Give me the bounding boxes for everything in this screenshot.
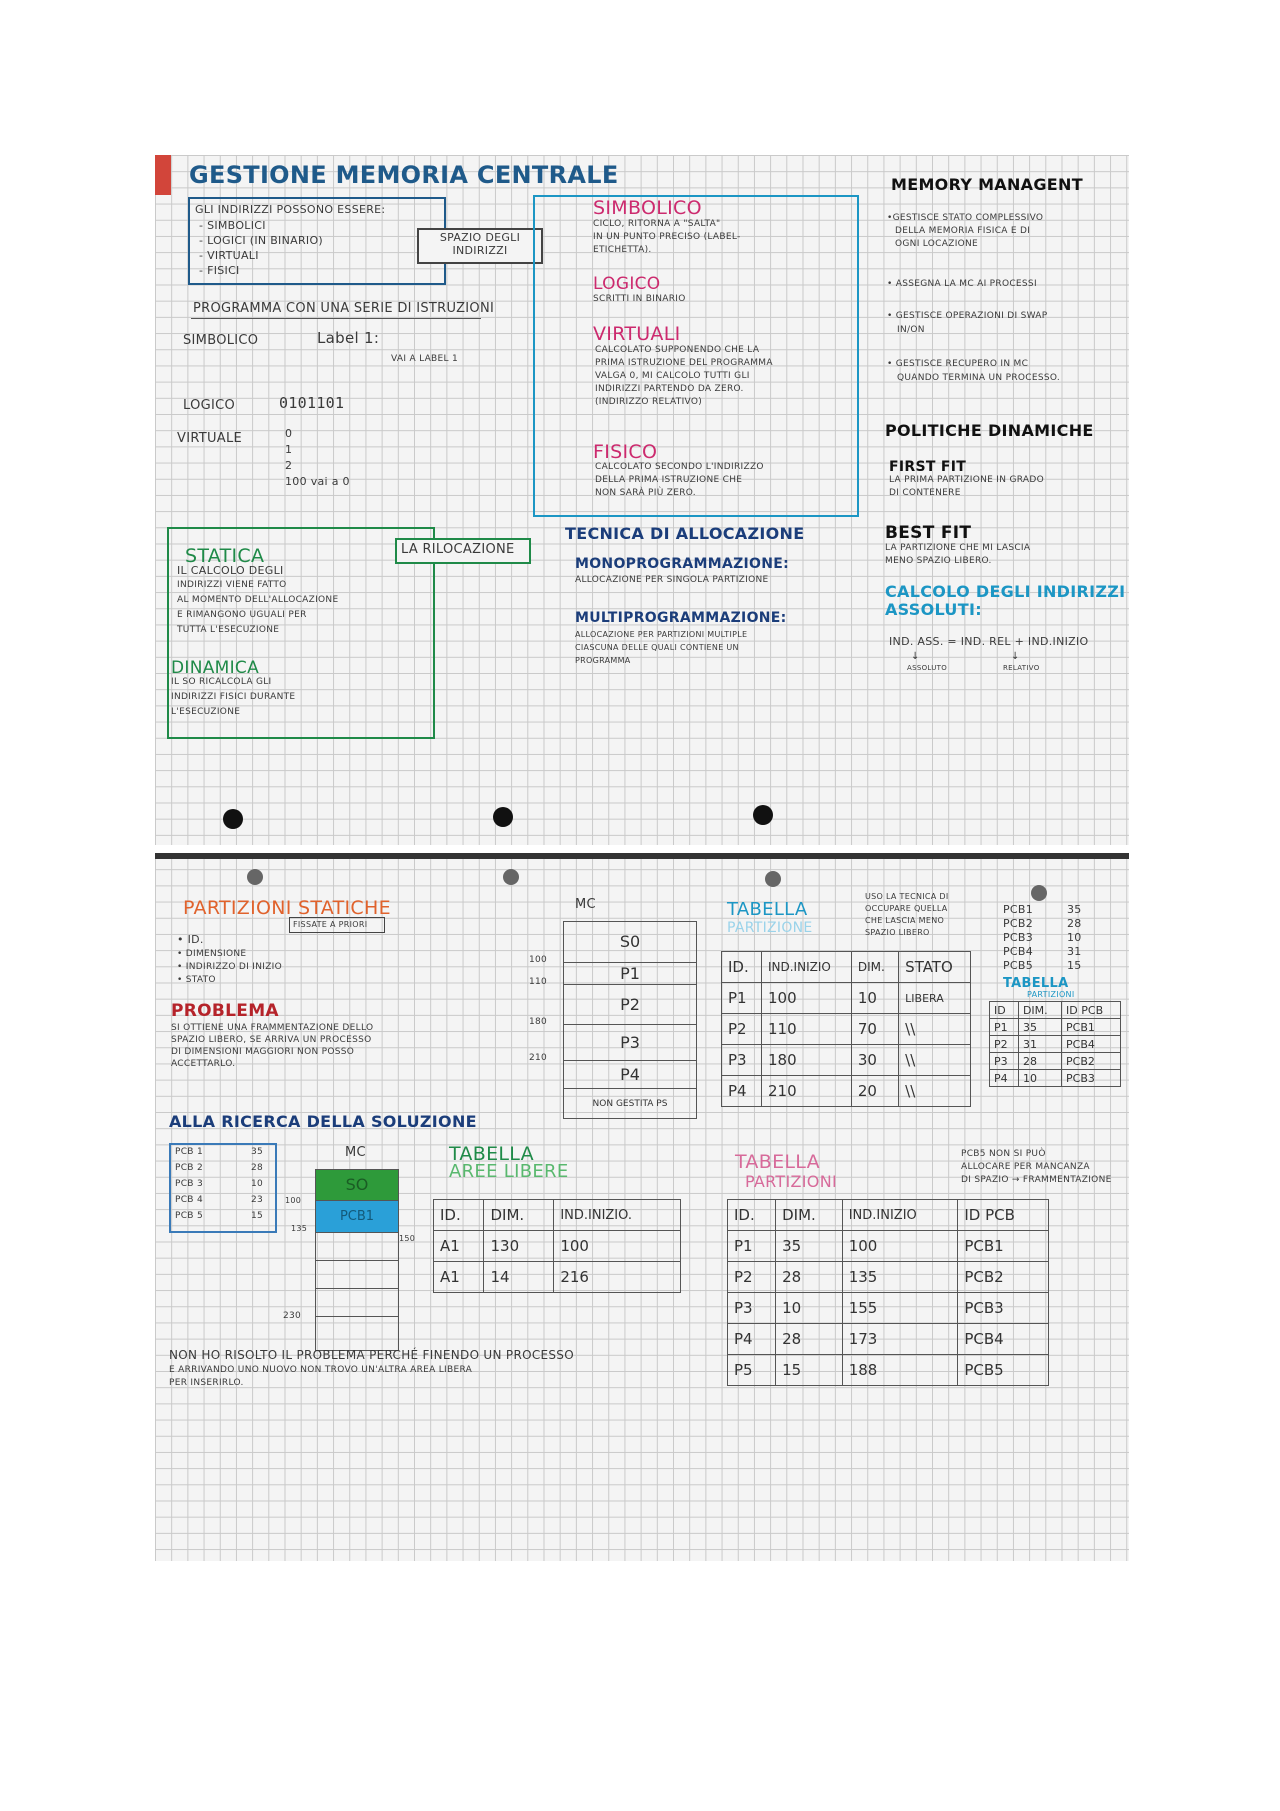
conclusione-text: PER INSERIRLO. [169, 1378, 244, 1388]
table-row [990, 1036, 1121, 1053]
tabella-aree-libere [433, 1199, 681, 1293]
table-header: ID PCB [958, 1200, 1049, 1231]
mm-item: • GESTISCE OPERAZIONI DI SWAP [887, 311, 1048, 321]
table-cell: PCB3 [958, 1293, 1049, 1324]
best-fit-title: BEST FIT [885, 523, 972, 543]
table-row [728, 1231, 1049, 1262]
table-row [728, 1324, 1049, 1355]
table-cell: 100 [842, 1231, 958, 1262]
example-simbolico: SIMBOLICO [183, 333, 259, 348]
table-cell: P4 [990, 1070, 1019, 1087]
page-edge-mark [155, 155, 171, 195]
def-title-fisico: FISICO [593, 441, 658, 463]
table-row [722, 983, 971, 1014]
example-virtuale: VIRTUALE [177, 431, 243, 446]
pcb-name: PCB 5 [175, 1211, 203, 1221]
notebook-page-top [155, 155, 1129, 845]
table-row [434, 1231, 681, 1262]
table-cell: P1 [722, 983, 762, 1014]
ts-subtitle: PARTIZIONI [1027, 990, 1075, 999]
mm-item: QUANDO TERMINA UN PROCESSO. [897, 373, 1061, 383]
first-fit-text: LA PRIMA PARTIZIONE IN GRADO [889, 475, 1044, 485]
partizioni-attr: • DIMENSIONE [177, 949, 247, 959]
table-header: STATO [899, 952, 971, 983]
mc1-addr: 110 [529, 977, 548, 987]
mc1-memory [563, 921, 697, 1119]
mc1-addr: 100 [529, 955, 548, 965]
problema-text: SPAZIO LIBERO, SE ARRIVA UN PROCESSO [171, 1035, 372, 1045]
table-row [722, 1014, 971, 1045]
mem-cell: P1 [564, 962, 696, 984]
table-cell: PCB4 [958, 1324, 1049, 1355]
punch-hole [503, 869, 519, 885]
tp1-note: OCCUPARE QUELLA [865, 904, 948, 913]
table-cell: 20 [851, 1076, 898, 1107]
table-cell: 70 [851, 1014, 898, 1045]
mem-cell-so: SO [316, 1170, 398, 1200]
statica-text: TUTTA L'ESECUZIONE [177, 625, 280, 635]
mc1-addr: 210 [529, 1053, 548, 1063]
example-virtuale-value: 2 [285, 459, 293, 472]
def-text: ETICHETTA). [593, 245, 652, 255]
tabella-partizioni-1 [721, 951, 971, 1107]
first-fit-text: DI CONTENERE [889, 488, 961, 498]
table-cell: P2 [728, 1262, 776, 1293]
table-header: DIM. [776, 1200, 843, 1231]
partizioni-fixed: FISSATE A PRIORI [293, 920, 368, 929]
mem-cell: P4 [564, 1060, 696, 1088]
table-cell: LIBERA [899, 983, 971, 1014]
mem-cell: NON GESTITA PS [564, 1088, 696, 1118]
def-text: NON SARÀ PIÙ ZERO. [595, 488, 696, 498]
def-text: (INDIRIZZO RELATIVO) [595, 397, 703, 407]
formula-assoluto: ASSOLUTO [907, 664, 948, 672]
problema-text: ACCETTARLO. [171, 1059, 236, 1069]
table-header: ID. [722, 952, 762, 983]
pcb-name: PCB2 [1003, 917, 1034, 930]
pcb-name: PCB3 [1003, 931, 1034, 944]
punch-hole [765, 871, 781, 887]
example-virtuale-value: 0 [285, 427, 293, 440]
table-row [722, 1076, 971, 1107]
memory-manager-title: MEMORY MANAGENT [891, 175, 1083, 194]
table-cell: 10 [1018, 1070, 1061, 1087]
statica-text: AL MOMENTO DELL'ALLOCAZIONE [177, 595, 339, 605]
mc2-addr: 135 [291, 1224, 308, 1233]
partizioni-title: PARTIZIONI STATICHE [183, 897, 391, 919]
partizioni-attr: • STATO [177, 975, 216, 985]
page-title: GESTIONE MEMORIA CENTRALE [189, 161, 619, 189]
example-virtuale-value: 1 [285, 443, 293, 456]
address-intro: GLI INDIRIZZI POSSONO ESSERE: [195, 203, 386, 216]
table-cell: P1 [728, 1231, 776, 1262]
mem-cell: P3 [564, 1024, 696, 1060]
formula-relativo: RELATIVO [1003, 664, 1040, 672]
table-row [728, 1355, 1049, 1386]
table-cell: 10 [851, 983, 898, 1014]
mem-cell [316, 1288, 398, 1316]
table-header: ID. [728, 1200, 776, 1231]
tp1-note: SPAZIO LIBERO [865, 928, 930, 937]
address-type: - VIRTUALI [199, 249, 259, 262]
pcb-name: PCB 3 [175, 1179, 203, 1189]
calc-title: ASSOLUTI: [885, 600, 982, 619]
pcb-size: 10 [1067, 931, 1082, 944]
example-logico: LOGICO [183, 398, 236, 413]
table-cell: 28 [776, 1262, 843, 1293]
dinamica-text: INDIRIZZI FISICI DURANTE [171, 692, 296, 702]
table-header: DIM. [484, 1200, 554, 1231]
table-cell: 28 [776, 1324, 843, 1355]
table-cell: A1 [434, 1262, 484, 1293]
mem-cell [316, 1260, 398, 1288]
table-cell: P3 [722, 1045, 762, 1076]
pcb-size: 28 [251, 1163, 264, 1173]
table-header: IND.INIZIO. [554, 1200, 681, 1231]
mm-item: •GESTISCE STATO COMPLESSIVO [887, 213, 1044, 223]
mm-item: • ASSEGNA LA MC AI PROCESSI [887, 279, 1037, 289]
first-fit-title: FIRST FIT [889, 459, 967, 475]
partizioni-attr: • ID. [177, 933, 204, 946]
mc2-addr: 230 [283, 1311, 302, 1321]
table-row [990, 1053, 1121, 1070]
table-cell: PCB3 [1062, 1070, 1121, 1087]
table-cell: \\ [899, 1076, 971, 1107]
tp1-subtitle: PARTIZIONE [727, 920, 813, 936]
dinamica-title: DINAMICA [171, 658, 260, 678]
pcb-size: 28 [1067, 917, 1082, 930]
table-cell: 100 [554, 1231, 681, 1262]
def-text: CALCOLATO SECONDO L'INDIRIZZO [595, 462, 764, 472]
mem-cell [316, 1232, 398, 1260]
def-title-virtuali: VIRTUALI [593, 323, 681, 345]
pcb-name: PCB5 [1003, 959, 1034, 972]
multi-title: MULTIPROGRAMMAZIONE: [575, 610, 787, 626]
table-cell: 188 [842, 1355, 958, 1386]
address-type: - LOGICI (IN BINARIO) [199, 234, 323, 247]
def-text: CALCOLATO SUPPONENDO CHE LA [595, 345, 760, 355]
table-row [990, 1070, 1121, 1087]
table-cell: 14 [484, 1262, 554, 1293]
pcb-size: 31 [1067, 945, 1082, 958]
table-cell: P2 [722, 1014, 762, 1045]
def-text: DELLA PRIMA ISTRUZIONE CHE [595, 475, 743, 485]
table-header: ID PCB [1062, 1002, 1121, 1019]
statica-text: IL CALCOLO DEGLI [177, 564, 284, 577]
arrow-down-icon: ↓ [1011, 651, 1020, 662]
def-title-logico: LOGICO [593, 274, 661, 294]
table-cell: P4 [722, 1076, 762, 1107]
best-fit-text: MENO SPAZIO LIBERO. [885, 556, 992, 566]
pcb-name: PCB 2 [175, 1163, 203, 1173]
punch-hole [753, 805, 773, 825]
table-cell: P2 [990, 1036, 1019, 1053]
def-text: IN UN PUNTO PRECISO (LABEL- [593, 232, 741, 242]
ts-title: TABELLA [1003, 976, 1069, 991]
table-cell: \\ [899, 1045, 971, 1076]
multi-text: ALLOCAZIONE PER PARTIZIONI MULTIPLE [575, 630, 748, 639]
punch-hole [247, 869, 263, 885]
mc2-label: MC [345, 1145, 366, 1160]
pcb-size: 23 [251, 1195, 264, 1205]
table-cell: PCB2 [1062, 1053, 1121, 1070]
mm-item: • GESTISCE RECUPERO IN MC [887, 359, 1029, 369]
tp1-note: CHE LASCIA MENO [865, 916, 945, 925]
statica-text: E RIMANGONO UGUALI PER [177, 610, 307, 620]
page-edge [155, 853, 1129, 859]
def-text: SCRITTI IN BINARIO [593, 294, 686, 304]
def-text: INDIRIZZI PARTENDO DA ZERO. [595, 384, 744, 394]
pcb-size: 35 [251, 1147, 264, 1157]
table-cell: 28 [1018, 1053, 1061, 1070]
notebook-page-bottom [155, 853, 1129, 1561]
program-line: PROGRAMMA CON UNA SERIE DI ISTRUZIONI [193, 301, 495, 316]
dinamica-text: L'ESECUZIONE [171, 707, 241, 717]
table-header: IND.INIZIO [842, 1200, 958, 1231]
pcb-size: 10 [251, 1179, 264, 1189]
punch-hole [493, 807, 513, 827]
table-header: ID [990, 1002, 1019, 1019]
table-row [722, 1045, 971, 1076]
table-cell: P4 [728, 1324, 776, 1355]
conclusione-text: NON HO RISOLTO IL PROBLEMA PERCHÉ FINENDO UN PROCESSO [169, 1348, 574, 1362]
table-cell: PCB1 [958, 1231, 1049, 1262]
problema-title: PROBLEMA [171, 1001, 279, 1021]
politiche-title: POLITICHE DINAMICHE [885, 421, 1094, 440]
tp1-title: TABELLA [727, 899, 808, 920]
dinamica-text: IL SO RICALCOLA GLI [171, 677, 272, 687]
multi-text: PROGRAMMA [575, 656, 631, 665]
table-cell: \\ [899, 1014, 971, 1045]
table-cell: PCB5 [958, 1355, 1049, 1386]
def-text: CICLO, RITORNA A "SALTA" [593, 219, 721, 229]
mc1-label: MC [575, 897, 596, 912]
mem-cell [316, 1316, 398, 1350]
mono-title: MONOPROGRAMMAZIONE: [575, 556, 790, 572]
table-header: DIM. [851, 952, 898, 983]
mm-item: OGNI LOCAZIONE [895, 239, 979, 249]
arrow-down-icon: ↓ [911, 651, 920, 662]
underline [191, 318, 481, 319]
table-header-row [722, 952, 971, 983]
def-text: PRIMA ISTRUZIONE DEL PROGRAMMA [595, 358, 773, 368]
table-cell: 180 [761, 1045, 851, 1076]
example-logico-value: 0101101 [279, 394, 345, 412]
formula: IND. ASS. = IND. REL + IND.INIZIO [889, 635, 1089, 648]
table-row [990, 1019, 1121, 1036]
mc2-addr: 100 [285, 1196, 302, 1205]
table-cell: 210 [761, 1076, 851, 1107]
table-cell: P5 [728, 1355, 776, 1386]
pcb5-note: PCB5 NON SI PUÒ [961, 1149, 1046, 1159]
statica-text: INDIRIZZI VIENE FATTO [177, 580, 287, 590]
address-space-label: SPAZIO DEGLI INDIRIZZI [439, 231, 521, 257]
address-type: - FISICI [199, 264, 240, 277]
table-cell: 100 [761, 983, 851, 1014]
al-title: TABELLA [449, 1143, 534, 1165]
table-cell: 110 [761, 1014, 851, 1045]
pcb-size: 15 [1067, 959, 1082, 972]
multi-text: CIASCUNA DELLE QUALI CONTIENE UN [575, 643, 739, 652]
table-cell: 10 [776, 1293, 843, 1324]
table-cell: P3 [728, 1293, 776, 1324]
tp2-title: TABELLA [735, 1151, 820, 1173]
pcb-name: PCB1 [1003, 903, 1034, 916]
mono-text: ALLOCAZIONE PER SINGOLA PARTIZIONE [575, 575, 769, 585]
address-type: - SIMBOLICI [199, 219, 266, 232]
ricerca-title: ALLA RICERCA DELLA SOLUZIONE [169, 1112, 477, 1131]
table-cell: 130 [484, 1231, 554, 1262]
mm-item: DELLA MEMORIA FISICA E DI [895, 226, 1031, 236]
table-cell: 30 [851, 1045, 898, 1076]
problema-text: SI OTTIENE UNA FRAMMENTAZIONE DELLO [171, 1023, 374, 1033]
punch-hole [1031, 885, 1047, 901]
problema-text: DI DIMENSIONI MAGGIORI NON POSSO [171, 1047, 355, 1057]
calc-title: CALCOLO DEGLI INDIRIZZI [885, 582, 1126, 601]
pcb5-note: ALLOCARE PER MANCANZA [961, 1162, 1090, 1172]
table-cell: 15 [776, 1355, 843, 1386]
table-cell: 31 [1018, 1036, 1061, 1053]
table-header-row [990, 1002, 1121, 1019]
table-cell: PCB2 [958, 1262, 1049, 1293]
mc1-addr: 180 [529, 1017, 548, 1027]
mem-cell: P2 [564, 984, 696, 1024]
table-cell: P1 [990, 1019, 1019, 1036]
punch-hole [223, 809, 243, 829]
mem-cell-pcb1: PCB1 [316, 1200, 398, 1232]
table-cell: PCB1 [1062, 1019, 1121, 1036]
table-row [434, 1262, 681, 1293]
allocazione-title: TECNICA DI ALLOCAZIONE [565, 524, 805, 543]
table-cell: 35 [776, 1231, 843, 1262]
best-fit-text: LA PARTIZIONE CHE MI LASCIA [885, 543, 1031, 553]
pcb-name: PCB4 [1003, 945, 1034, 958]
table-cell: 155 [842, 1293, 958, 1324]
table-header: IND.INIZIO [761, 952, 851, 983]
table-header-row [728, 1200, 1049, 1231]
partizioni-attr: • INDIRIZZO DI INIZIO [177, 962, 283, 972]
example-virtuale-value: 100 vai a 0 [285, 475, 350, 488]
pcb-size: 35 [1067, 903, 1082, 916]
statica-title: STATICA [185, 545, 265, 567]
table-cell: PCB4 [1062, 1036, 1121, 1053]
table-row [728, 1262, 1049, 1293]
table-cell: 173 [842, 1324, 958, 1355]
tabella-partizioni-small [989, 1001, 1121, 1087]
mm-item: IN/ON [897, 325, 925, 335]
def-text: VALGA 0, MI CALCOLO TUTTI GLI [595, 371, 750, 381]
table-cell: 35 [1018, 1019, 1061, 1036]
table-header: DIM. [1018, 1002, 1061, 1019]
table-cell: A1 [434, 1231, 484, 1262]
mc2-memory [315, 1169, 399, 1351]
example-vai: VAI A LABEL 1 [391, 354, 459, 364]
mem-cell: S0 [619, 932, 641, 951]
pcb-name: PCB 4 [175, 1195, 203, 1205]
rilocazione-label: LA RILOCAZIONE [401, 542, 515, 557]
mc2-addr: 150 [399, 1234, 416, 1243]
table-cell: 216 [554, 1262, 681, 1293]
pcb5-note: DI SPAZIO → FRAMMENTAZIONE [961, 1175, 1112, 1185]
tabella-partizioni-2 [727, 1199, 1049, 1386]
table-header: ID. [434, 1200, 484, 1231]
example-label: Label 1: [317, 329, 380, 347]
tp2-subtitle: PARTIZIONI [745, 1172, 837, 1191]
table-header-row [434, 1200, 681, 1231]
def-title-simbolico: SIMBOLICO [593, 197, 702, 219]
table-cell: 135 [842, 1262, 958, 1293]
table-cell: P3 [990, 1053, 1019, 1070]
pcb-name: PCB 1 [175, 1147, 203, 1157]
tp1-note: USO LA TECNICA DI [865, 892, 949, 901]
table-row [728, 1293, 1049, 1324]
al-subtitle: AREE LIBERE [449, 1161, 569, 1182]
pcb-size: 15 [251, 1211, 264, 1221]
conclusione-text: E ARRIVANDO UNO NUOVO NON TROVO UN'ALTRA AREA LIBERA [169, 1365, 473, 1375]
